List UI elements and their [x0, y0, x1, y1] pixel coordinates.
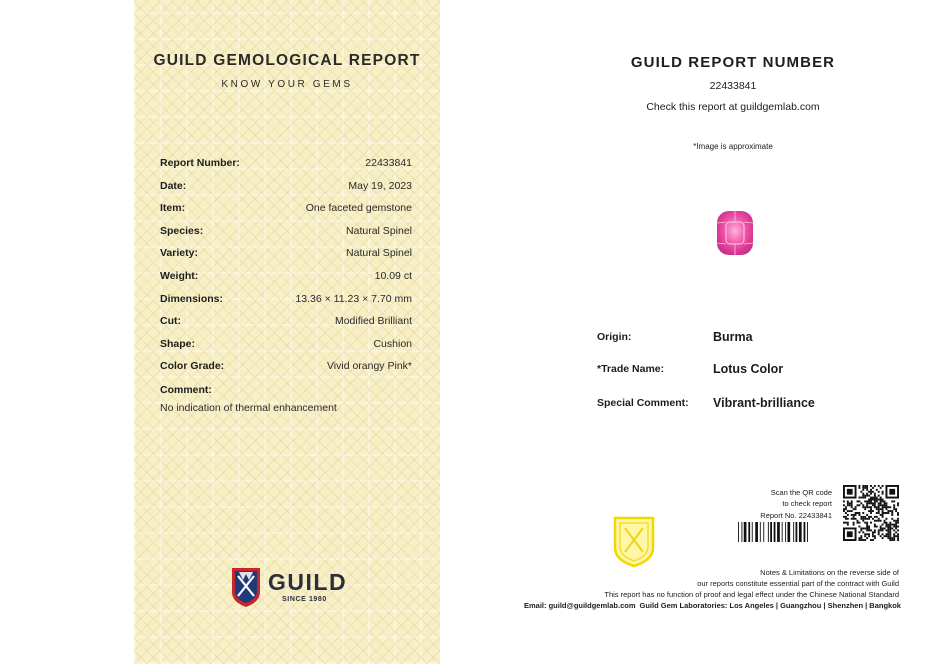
- check-report-text: Check this report at guildgemlab.com: [646, 101, 820, 113]
- special-comment-label: Special Comment:: [597, 397, 689, 409]
- field-value: Natural Spinel: [346, 224, 412, 237]
- field-label: Cut:: [160, 315, 181, 328]
- field-label: Dimensions:: [160, 292, 224, 305]
- scan-qr-line2: to check report: [782, 499, 832, 508]
- notes-line: Notes & Limitations on the reverse side of: [760, 568, 899, 577]
- field-value: Natural Spinel: [346, 247, 412, 260]
- field-value: May 19, 2023: [348, 179, 412, 192]
- field-label: Weight:: [160, 269, 199, 282]
- special-comment-value: Vibrant-brilliance: [713, 396, 815, 410]
- barcode-image: [738, 522, 833, 542]
- field-cut: [160, 315, 412, 338]
- trade-name-value: Lotus Color: [713, 362, 784, 376]
- report-no-label: Report No. 22433841: [760, 511, 832, 520]
- origin-label: Origin:: [597, 331, 632, 343]
- image-approximate-note: *Image is approximate: [693, 142, 773, 151]
- footer-email[interactable]: Email: guild@guildgemlab.com: [524, 601, 636, 610]
- report-card-panel: [134, 0, 440, 664]
- origin-value: Burma: [713, 330, 753, 344]
- report-title: GUILD GEMOLOGICAL REPORT: [153, 52, 421, 69]
- field-weight: [160, 270, 412, 293]
- field-color-grade: [160, 360, 412, 383]
- field-value: Vivid orangy Pink*: [326, 360, 412, 373]
- field-value: 22433841: [365, 157, 412, 169]
- field-shape: [160, 338, 412, 361]
- qr-code-image[interactable]: [843, 485, 899, 541]
- footer-labs: Guild Gem Laboratories: Los Angeles | Guangzhou | Shenzhen | Bangkok: [639, 601, 901, 610]
- field-value: Modified Brilliant: [334, 315, 412, 328]
- field-value: 13.36 × 11.23 × 7.70 mm: [295, 292, 412, 305]
- report-fields: [160, 157, 412, 414]
- field-label: Variety:: [160, 247, 198, 260]
- field-label: Color Grade:: [160, 360, 225, 373]
- footer: [524, 601, 900, 610]
- scan-qr-line1: Scan the QR code: [770, 488, 832, 497]
- field-label: Species:: [160, 224, 204, 237]
- field-report-number: [160, 157, 412, 180]
- field-label: Item:: [160, 202, 186, 215]
- field-label: Report Number:: [160, 157, 240, 169]
- trade-name-label: *Trade Name:: [597, 363, 665, 375]
- field-value: Cushion: [373, 337, 412, 350]
- report-number-title: GUILD REPORT NUMBER: [630, 54, 836, 71]
- hologram-seal-icon: [611, 514, 657, 568]
- comment-label: Comment:: [160, 383, 212, 396]
- field-value: One faceted gemstone: [305, 202, 412, 215]
- field-variety: [160, 247, 412, 270]
- gemstone-image: [715, 209, 755, 257]
- guild-logo: [230, 566, 350, 608]
- field-label: Shape:: [160, 337, 196, 350]
- field-label: Date:: [160, 179, 187, 192]
- notes-limitations: [560, 567, 899, 600]
- field-item: [160, 202, 412, 225]
- field-species: [160, 225, 412, 248]
- notes-line: This report has no function of proof and legal effect under the Chinese National Standard: [604, 590, 899, 599]
- logo-since: SINCE 1980: [282, 596, 327, 603]
- report-subtitle: KNOW YOUR GEMS: [221, 79, 353, 90]
- field-date: [160, 180, 412, 203]
- logo-wordmark: GUILD: [268, 569, 348, 595]
- field-dimensions: [160, 293, 412, 316]
- guild-shield-icon: [230, 566, 262, 608]
- notes-line: our reports constitute essential part of the contract with Guild: [697, 579, 899, 588]
- report-number: 22433841: [709, 80, 757, 92]
- comment-text: No indication of thermal enhancement: [160, 401, 337, 414]
- field-value: 10.09 ct: [374, 269, 412, 282]
